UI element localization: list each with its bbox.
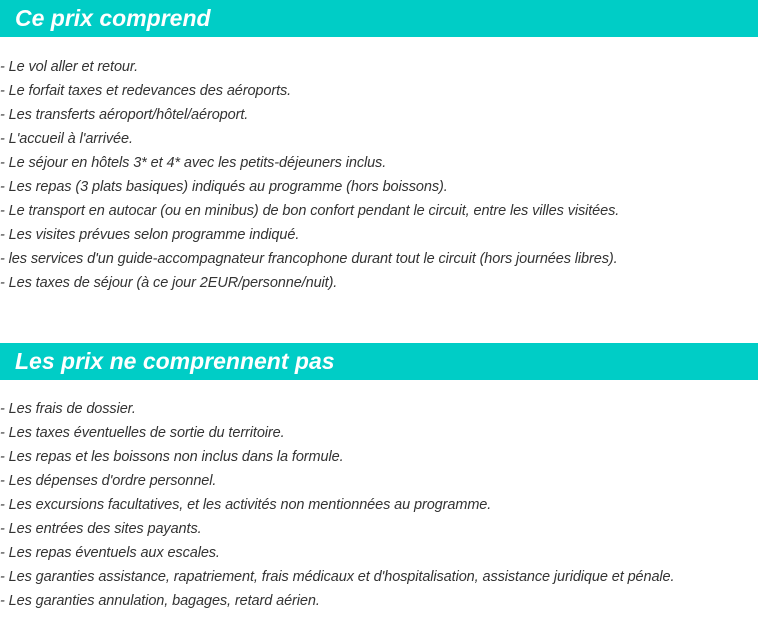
includes-list-item: - les services d'un guide-accompagnateur francophone durant tout le circuit (hors journées libres). (0, 251, 618, 267)
includes-list-item: - Les transferts aéroport/hôtel/aéroport. (0, 107, 249, 123)
includes-section-header (0, 0, 758, 37)
includes-section-title: Ce prix comprend (15, 5, 211, 31)
excludes-list-item: - Les entrées des sites payants. (0, 521, 202, 537)
excludes-list-item: - Les frais de dossier. (0, 401, 136, 417)
excludes-list-item: - Les repas éventuels aux escales. (0, 545, 220, 561)
includes-list-item: - Le vol aller et retour. (0, 59, 138, 75)
includes-list-item: - Les visites prévues selon programme indiqué. (0, 227, 300, 243)
excludes-list-item: - Les dépenses d'ordre personnel. (0, 473, 217, 489)
excludes-list-item: - Les repas et les boissons non inclus dans la formule. (0, 449, 344, 465)
excludes-section-title: Les prix ne comprennent pas (15, 348, 335, 374)
includes-list-item: - Le transport en autocar (ou en minibus) de bon confort pendant le circuit, entre les villes visitées. (0, 203, 620, 219)
excludes-section-header (0, 343, 758, 380)
includes-list-item: - L'accueil à l'arrivée. (0, 131, 133, 147)
includes-list-item: - Les taxes de séjour (à ce jour 2EUR/personne/nuit). (0, 275, 338, 291)
excludes-list-item: - Les taxes éventuelles de sortie du territoire. (0, 425, 285, 441)
excludes-list (0, 397, 758, 613)
includes-list-item: - Le forfait taxes et redevances des aéroports. (0, 83, 292, 99)
includes-list (0, 55, 758, 295)
excludes-list-item: - Les garanties assistance, rapatriement, frais médicaux et d'hospitalisation, assistance juridique et pénale. (0, 569, 675, 585)
includes-list-item: - Les repas (3 plats basiques) indiqués au programme (hors boissons). (0, 179, 448, 195)
includes-list-item: - Le séjour en hôtels 3* et 4* avec les petits-déjeuners inclus. (0, 155, 387, 171)
excludes-list-item: - Les excursions facultatives, et les activités non mentionnées au programme. (0, 497, 492, 513)
excludes-list-item: - Les garanties annulation, bagages, retard aérien. (0, 593, 320, 609)
